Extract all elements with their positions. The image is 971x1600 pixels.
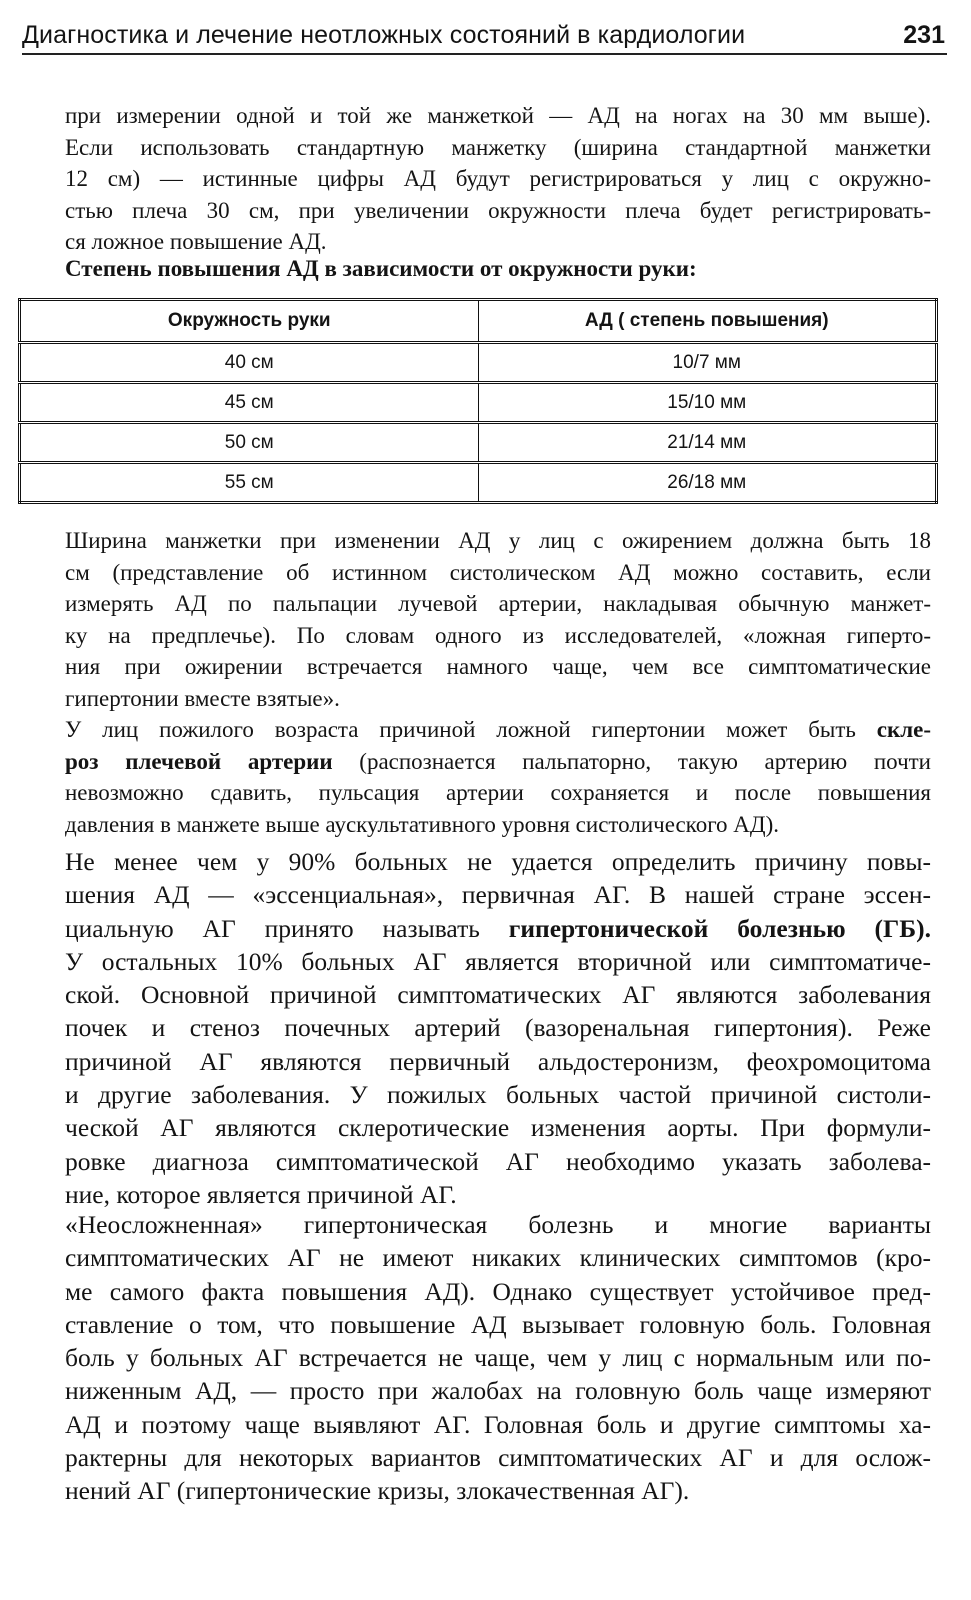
table-cell: 15/10 мм [478, 383, 937, 423]
paragraph-elderly-sclerosis [65, 714, 931, 840]
text-line: невозможно сдавить, пульсация артерии сохраняется и после повышения [65, 780, 931, 805]
text-line: при измерении одной и той же манжеткой — АД на ногах на 30 мм выше). [65, 103, 931, 128]
table-cell: 40 см [20, 343, 479, 383]
text-line: АД и поэтому чаще выявляют АГ. Головная боль и другие симптомы ха- [65, 1409, 931, 1439]
table-row [20, 383, 937, 423]
text-line: давления в манжете выше аускультативного уровня систолического АД). [65, 811, 780, 837]
paragraph-obesity-cuff [65, 525, 931, 714]
text-run: (распознается пальпаторно, такую артерию почти [332, 748, 931, 774]
text-line: ку на предплечье). По словам одного из исследователей, «ложная гиперто- [65, 622, 931, 648]
table-cell: 21/14 мм [478, 423, 937, 463]
text-line: нений АГ (гипертонические кризы, злокачественная АГ). [65, 1476, 690, 1506]
text-line: ской. Основной причиной симптоматических АГ являются заболевания [65, 980, 931, 1010]
text-line [65, 746, 931, 778]
table-cell: 10/7 мм [478, 343, 937, 383]
text-line: рактерны для некоторых вариантов симптоматических АГ и для ослож- [65, 1443, 931, 1473]
table-heading: Степень повышения АД в зависимости от окружности руки: [65, 256, 697, 281]
bold-term: скле- [876, 717, 931, 742]
text-line: 12 см) — истинные цифры АД будут регистрироваться у лиц с окружно- [65, 166, 931, 191]
text-line: стью плеча 30 см, при увеличении окружности плеча будет регистрировать- [65, 197, 931, 223]
text-run: циальную АГ принято называть [65, 913, 509, 943]
table-header-row [20, 300, 937, 343]
text-line: см (представление об истинном систолическом АД можно составить, если [65, 559, 931, 585]
text-line: измерять АД по пальпации лучевой артерии, накладывая обычную манжет- [65, 591, 931, 616]
paragraph-cuff-size [65, 100, 931, 258]
text-line: ставление о том, что повышение АД вызывает головную боль. Головная [65, 1309, 931, 1339]
text-line: Если использовать стандартную манжетку (ширина стандартной манжетки [65, 134, 931, 160]
text-line: Не менее чем у 90% больных не удается определить причину повы- [65, 847, 931, 876]
paragraph-uncomplicated-hypertension [65, 1208, 931, 1508]
table-cell: 55 см [20, 463, 479, 503]
text-run: У лиц пожилого возраста причиной ложной гипертонии может быть [65, 717, 877, 742]
table-row [20, 423, 937, 463]
text-line [65, 714, 931, 746]
table-cell: 45 см [20, 383, 479, 423]
text-line: гипертонии вместе взятые». [65, 685, 340, 711]
text-line: почек и стеноз почечных артерий (вазоренальная гипертония). Реже [65, 1013, 931, 1043]
table-cell: 26/18 мм [478, 463, 937, 503]
text-line: симптоматических АГ не имеют никаких клинических симптомов (кро- [65, 1243, 931, 1273]
text-line: ся ложное повышение АД. [65, 229, 327, 254]
text-line: боль у больных АГ встречается не чаще, чем у лиц с нормальным или по- [65, 1343, 931, 1373]
text-line: Ширина манжетки при изменении АД у лиц с ожирением должна быть 18 [65, 528, 931, 553]
table-row [20, 343, 937, 383]
bold-term: гипертонической болезнью (ГБ). [508, 913, 931, 943]
text-line: ческой АГ являются склеротические изменения аорты. При формули- [65, 1113, 931, 1143]
table-row [20, 463, 937, 503]
text-line [65, 912, 931, 945]
running-head-title: Диагностика и лечение неотложных состояний в кардиологии [22, 21, 746, 49]
text-line: причиной АГ являются первичный альдостеронизм, феохромоцитома [65, 1046, 931, 1076]
column-header-arm-circumference: Окружность руки [20, 300, 479, 343]
page-number: 231 [903, 21, 945, 49]
bold-term: роз плечевой артерии [65, 748, 333, 774]
text-line: ние, которое является причиной АГ. [65, 1179, 457, 1209]
text-line: ме самого факта повышения АД). Однако существует устойчивое пред- [65, 1276, 931, 1306]
text-line: ниженным АД, — просто при жалобах на головную боль чаще измеряют [65, 1376, 931, 1406]
text-line: «Неосложненная» гипертоническая болезнь и многие варианты [65, 1210, 931, 1239]
running-head [22, 18, 947, 55]
column-header-bp-elevation: АД ( степень повышения) [478, 300, 937, 343]
text-line: и другие заболевания. У пожилых больных частой причиной систоли- [65, 1080, 931, 1110]
table-cell: 50 см [20, 423, 479, 463]
text-line: шения АД — «эссенциальная», первичная АГ. В нашей стране эссен- [65, 880, 931, 910]
text-line: ния при ожирении встречается намного чаще, чем все симптоматические [65, 654, 931, 679]
text-line: У остальных 10% больных АГ является вторичной или симптоматиче- [65, 946, 931, 976]
text-line: ровке диагноза симптоматической АГ необходимо указать заболева- [65, 1146, 931, 1176]
bp-elevation-table [18, 298, 938, 504]
paragraph-essential-hypertension [65, 845, 931, 1211]
